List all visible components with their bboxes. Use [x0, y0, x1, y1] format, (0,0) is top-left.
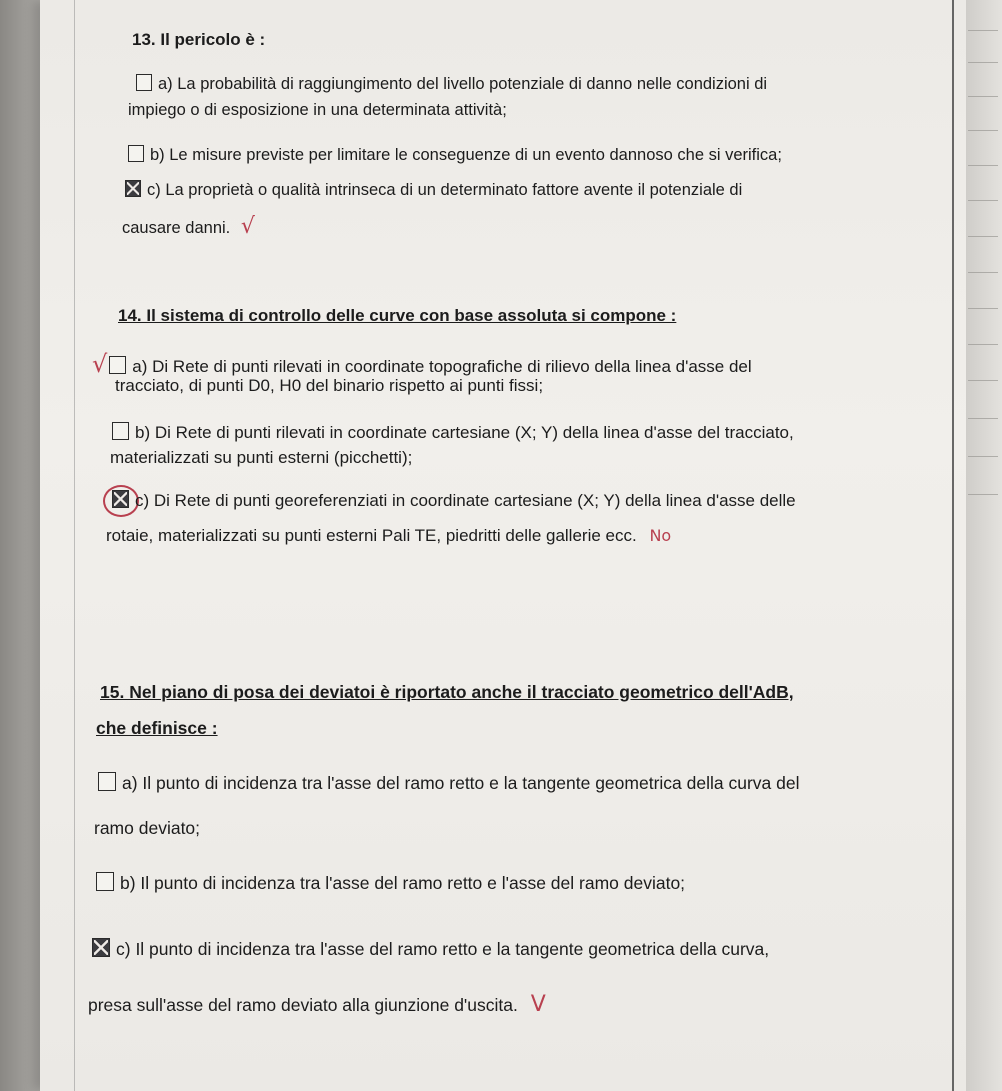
checkbox[interactable] [128, 145, 144, 162]
q13-option-a[interactable] [136, 74, 767, 94]
q14-title: 14. Il sistema di controllo delle curve con base assoluta si compone : [118, 306, 677, 325]
q15-option-a[interactable] [98, 772, 799, 794]
q14-c-text-cont [106, 526, 671, 546]
q15-option-b[interactable] [96, 872, 685, 894]
q15-title: 15. Nel piano di posa dei deviatoi è riportato anche il tracciato geometrico dell'AdB, [100, 682, 794, 702]
checkbox-checked[interactable] [125, 180, 141, 197]
q15-title-cont: che definisce : [96, 718, 218, 738]
checkbox-checked[interactable] [112, 490, 129, 508]
checkbox[interactable] [98, 772, 116, 791]
frame-left-line [74, 0, 75, 1091]
stacked-page-edges [966, 0, 1002, 1091]
q13-b-text: b) Le misure previste per limitare le conseguenze di un evento dannoso che si verifica; [150, 146, 782, 164]
handwritten-no-mark: No [649, 526, 672, 545]
q14-b-text: b) Di Rete di punti rilevati in coordinate cartesiane (X; Y) della linea d'asse del tracciato, [135, 423, 794, 442]
checkbox[interactable] [136, 74, 152, 91]
q15-b-text: b) Il punto di incidenza tra l'asse del ramo retto e l'asse del ramo deviato; [120, 873, 686, 893]
q14-c-text-line2: rotaie, materializzati su punti esterni Pali TE, piedritti delle gallerie ecc. [106, 526, 637, 545]
q15-c-text: c) Il punto di incidenza tra l'asse del ramo retto e la tangente geometrica della curva, [116, 939, 770, 959]
q15-a-text: a) Il punto di incidenza tra l'asse del ramo retto e la tangente geometrica della curva del [122, 773, 800, 793]
checkbox[interactable] [96, 872, 114, 891]
q14-option-c[interactable] [112, 490, 796, 511]
q13-option-c[interactable] [125, 180, 742, 200]
checkbox[interactable] [109, 356, 126, 374]
q14-c-text: c) Di Rete di punti georeferenziati in coordinate cartesiane (X; Y) della linea d'asse delle [135, 491, 796, 510]
q14-b-text-cont: materializzati su punti esterni (picchetti); [110, 448, 413, 467]
handwritten-check-mark: √ [240, 214, 255, 239]
q13-a-text: a) La probabilità di raggiungimento del livello potenziale di danno nelle condizioni di [158, 75, 768, 93]
q15-c-text-line2: presa sull'asse del ramo deviato alla giunzione d'uscita. [88, 995, 518, 1015]
handwritten-check-mark: √ [92, 350, 108, 378]
checkbox[interactable] [112, 422, 129, 440]
handwritten-check-mark: V [530, 992, 546, 1017]
q14-a-text-cont: tracciato, di punti D0, H0 del binario rispetto ai punti fissi; [115, 376, 544, 395]
q13-a-text-cont: impiego o di esposizione in una determinata attività; [128, 101, 507, 119]
checkbox-checked[interactable] [92, 938, 110, 957]
q13-option-b[interactable] [128, 145, 782, 165]
q14-a-text: a) Di Rete di punti rilevati in coordinate topografiche di rilievo della linea d'asse del [132, 357, 752, 376]
q13-c-text-line2: causare danni. [122, 219, 231, 237]
q13-title: 13. Il pericolo è : [132, 30, 266, 49]
q15-option-c[interactable] [92, 938, 769, 960]
frame-right-line [952, 0, 954, 1091]
q14-option-b[interactable] [112, 422, 794, 443]
q14-option-a[interactable] [92, 350, 752, 378]
q15-c-text-cont [88, 992, 546, 1017]
q13-c-text-cont [122, 214, 255, 239]
q15-a-text-cont: ramo deviato; [94, 818, 201, 838]
q13-c-text: c) La proprietà o qualità intrinseca di un determinato fattore avente il potenziale di [147, 181, 743, 199]
